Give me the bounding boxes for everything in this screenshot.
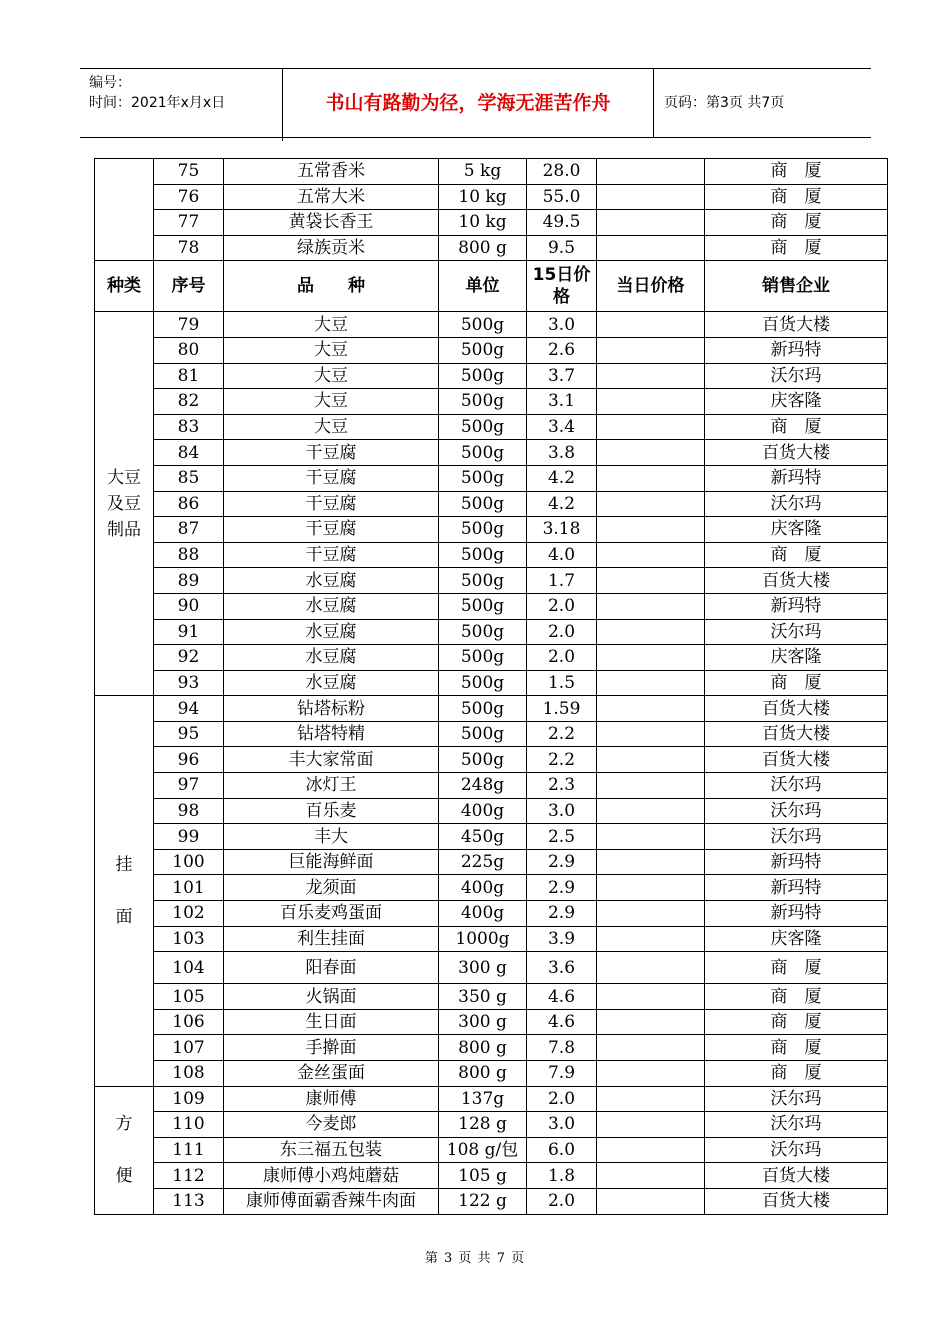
unit-cell: 300 g xyxy=(439,952,527,984)
unit-cell: 800 g xyxy=(439,1035,527,1061)
unit-cell: 500g xyxy=(439,670,527,696)
unit-cell: 500g xyxy=(439,645,527,671)
variety-cell: 干豆腐 xyxy=(224,517,439,543)
table-row xyxy=(95,645,888,671)
price-15-cell: 28.0 xyxy=(527,159,597,185)
table-row xyxy=(95,875,888,901)
company-cell: 沃尔玛 xyxy=(705,773,888,799)
price-15-cell: 4.6 xyxy=(527,1009,597,1035)
header-motto: 书山有路勤为径，学海无涯苦作舟 xyxy=(283,69,654,137)
unit-cell: 225g xyxy=(439,849,527,875)
unit-cell: 500g xyxy=(439,389,527,415)
company-cell: 商 厦 xyxy=(705,210,888,236)
variety-cell: 康师傅 xyxy=(224,1086,439,1112)
price-15-cell: 7.8 xyxy=(527,1035,597,1061)
price-table-body xyxy=(95,159,888,1215)
price-15-cell: 4.6 xyxy=(527,984,597,1010)
today-price-cell xyxy=(597,184,705,210)
company-cell: 沃尔玛 xyxy=(705,798,888,824)
company-cell: 沃尔玛 xyxy=(705,491,888,517)
table-row xyxy=(95,312,888,338)
variety-cell: 丰大家常面 xyxy=(224,747,439,773)
company-cell: 新玛特 xyxy=(705,849,888,875)
price-15-cell: 2.3 xyxy=(527,773,597,799)
today-price-cell xyxy=(597,619,705,645)
unit-cell: 400g xyxy=(439,901,527,927)
seq-cell: 111 xyxy=(154,1137,224,1163)
header-category: 种类 xyxy=(95,261,154,312)
today-price-cell xyxy=(597,414,705,440)
table-row xyxy=(95,235,888,261)
price-15-cell: 2.0 xyxy=(527,1086,597,1112)
price-15-cell: 3.0 xyxy=(527,312,597,338)
seq-cell: 76 xyxy=(154,184,224,210)
today-price-cell xyxy=(597,849,705,875)
company-cell: 商 厦 xyxy=(705,1061,888,1087)
variety-cell: 水豆腐 xyxy=(224,568,439,594)
seq-cell: 85 xyxy=(154,465,224,491)
price-15-cell: 3.0 xyxy=(527,1112,597,1138)
variety-cell: 丰大 xyxy=(224,824,439,850)
variety-cell: 百乐麦 xyxy=(224,798,439,824)
table-row xyxy=(95,901,888,927)
today-price-cell xyxy=(597,952,705,984)
variety-cell: 水豆腐 xyxy=(224,619,439,645)
table-row xyxy=(95,542,888,568)
seq-cell: 81 xyxy=(154,363,224,389)
price-15-cell: 1.5 xyxy=(527,670,597,696)
price-15-cell: 3.1 xyxy=(527,389,597,415)
seq-cell: 91 xyxy=(154,619,224,645)
company-cell: 百货大楼 xyxy=(705,440,888,466)
seq-cell: 84 xyxy=(154,440,224,466)
price-15-cell: 2.6 xyxy=(527,337,597,363)
variety-cell: 水豆腐 xyxy=(224,593,439,619)
unit-cell: 1000g xyxy=(439,926,527,952)
today-price-cell xyxy=(597,670,705,696)
seq-cell: 106 xyxy=(154,1009,224,1035)
unit-cell: 500g xyxy=(439,747,527,773)
header-seq: 序号 xyxy=(154,261,224,312)
document-time-label: 时间：2021年x月x日 xyxy=(89,95,226,111)
price-15-cell: 3.8 xyxy=(527,440,597,466)
header-variety: 品 种 xyxy=(224,261,439,312)
variety-cell: 干豆腐 xyxy=(224,465,439,491)
price-15-cell: 4.2 xyxy=(527,465,597,491)
price-15-cell: 55.0 xyxy=(527,184,597,210)
table-row xyxy=(95,184,888,210)
price-15-cell: 2.2 xyxy=(527,747,597,773)
price-15-cell: 3.0 xyxy=(527,798,597,824)
seq-cell: 104 xyxy=(154,952,224,984)
variety-cell: 水豆腐 xyxy=(224,645,439,671)
company-cell: 百货大楼 xyxy=(705,721,888,747)
price-15-cell: 2.0 xyxy=(527,593,597,619)
seq-cell: 108 xyxy=(154,1061,224,1087)
seq-cell: 87 xyxy=(154,517,224,543)
table-row xyxy=(95,1112,888,1138)
seq-cell: 78 xyxy=(154,235,224,261)
company-cell: 百货大楼 xyxy=(705,312,888,338)
today-price-cell xyxy=(597,747,705,773)
table-row xyxy=(95,1137,888,1163)
table-row xyxy=(95,984,888,1010)
company-cell: 沃尔玛 xyxy=(705,1086,888,1112)
today-price-cell xyxy=(597,645,705,671)
variety-cell: 大豆 xyxy=(224,389,439,415)
unit-cell: 500g xyxy=(439,414,527,440)
today-price-cell xyxy=(597,1035,705,1061)
unit-cell: 500g xyxy=(439,721,527,747)
table-row xyxy=(95,926,888,952)
table-row xyxy=(95,619,888,645)
company-cell: 沃尔玛 xyxy=(705,363,888,389)
variety-cell: 干豆腐 xyxy=(224,440,439,466)
price-15-cell: 3.6 xyxy=(527,952,597,984)
table-row xyxy=(95,721,888,747)
seq-cell: 83 xyxy=(154,414,224,440)
unit-cell: 105 g xyxy=(439,1163,527,1189)
variety-cell: 今麦郎 xyxy=(224,1112,439,1138)
unit-cell: 500g xyxy=(439,491,527,517)
price-15-cell: 2.9 xyxy=(527,875,597,901)
company-cell: 百货大楼 xyxy=(705,696,888,722)
seq-cell: 86 xyxy=(154,491,224,517)
today-price-cell xyxy=(597,1086,705,1112)
seq-cell: 92 xyxy=(154,645,224,671)
unit-cell: 122 g xyxy=(439,1188,527,1214)
seq-cell: 113 xyxy=(154,1188,224,1214)
today-price-cell xyxy=(597,1188,705,1214)
seq-cell: 112 xyxy=(154,1163,224,1189)
category-cell: 挂 面 xyxy=(95,696,154,1086)
table-row xyxy=(95,593,888,619)
company-cell: 新玛特 xyxy=(705,465,888,491)
seq-cell: 77 xyxy=(154,210,224,236)
header-price-15: 15日价格 xyxy=(527,261,597,312)
price-15-cell: 2.9 xyxy=(527,849,597,875)
table-row xyxy=(95,1009,888,1035)
unit-cell: 248g xyxy=(439,773,527,799)
seq-cell: 95 xyxy=(154,721,224,747)
variety-cell: 东三福五包装 xyxy=(224,1137,439,1163)
today-price-cell xyxy=(597,312,705,338)
seq-cell: 82 xyxy=(154,389,224,415)
company-cell: 商 厦 xyxy=(705,952,888,984)
header-today-price: 当日价格 xyxy=(597,261,705,312)
price-15-cell: 2.5 xyxy=(527,824,597,850)
unit-cell: 500g xyxy=(439,337,527,363)
company-cell: 商 厦 xyxy=(705,159,888,185)
company-cell: 商 厦 xyxy=(705,235,888,261)
price-15-cell: 1.7 xyxy=(527,568,597,594)
table-row xyxy=(95,696,888,722)
seq-cell: 98 xyxy=(154,798,224,824)
variety-cell: 百乐麦鸡蛋面 xyxy=(224,901,439,927)
unit-cell: 500g xyxy=(439,363,527,389)
company-cell: 新玛特 xyxy=(705,875,888,901)
today-price-cell xyxy=(597,875,705,901)
page-footer: 第 3 页 共 7 页 xyxy=(424,1251,526,1266)
price-15-cell: 1.8 xyxy=(527,1163,597,1189)
company-cell: 商 厦 xyxy=(705,984,888,1010)
unit-cell: 500g xyxy=(439,593,527,619)
today-price-cell xyxy=(597,984,705,1010)
price-15-cell: 7.9 xyxy=(527,1061,597,1087)
variety-cell: 冰灯王 xyxy=(224,773,439,799)
variety-cell: 利生挂面 xyxy=(224,926,439,952)
table-row xyxy=(95,1086,888,1112)
company-cell: 沃尔玛 xyxy=(705,619,888,645)
table-row xyxy=(95,465,888,491)
price-15-cell: 3.18 xyxy=(527,517,597,543)
seq-cell: 99 xyxy=(154,824,224,850)
price-15-cell: 9.5 xyxy=(527,235,597,261)
header-page-number: 页码：第3页 共7页 xyxy=(664,95,785,111)
unit-cell: 400g xyxy=(439,798,527,824)
price-15-cell: 49.5 xyxy=(527,210,597,236)
company-cell: 新玛特 xyxy=(705,337,888,363)
company-cell: 商 厦 xyxy=(705,542,888,568)
today-price-cell xyxy=(597,465,705,491)
page-header xyxy=(80,68,871,138)
price-15-cell: 2.0 xyxy=(527,619,597,645)
today-price-cell xyxy=(597,1137,705,1163)
variety-cell: 康师傅小鸡炖蘑菇 xyxy=(224,1163,439,1189)
today-price-cell xyxy=(597,696,705,722)
unit-cell: 500g xyxy=(439,619,527,645)
company-cell: 百货大楼 xyxy=(705,568,888,594)
variety-cell: 龙须面 xyxy=(224,875,439,901)
table-row xyxy=(95,1061,888,1087)
unit-cell: 500g xyxy=(439,696,527,722)
variety-cell: 巨能海鲜面 xyxy=(224,849,439,875)
variety-cell: 五常大米 xyxy=(224,184,439,210)
unit-cell: 300 g xyxy=(439,1009,527,1035)
table-row xyxy=(95,517,888,543)
price-15-cell: 4.2 xyxy=(527,491,597,517)
unit-cell: 350 g xyxy=(439,984,527,1010)
company-cell: 百货大楼 xyxy=(705,747,888,773)
company-cell: 商 厦 xyxy=(705,1009,888,1035)
seq-cell: 105 xyxy=(154,984,224,1010)
seq-cell: 97 xyxy=(154,773,224,799)
today-price-cell xyxy=(597,824,705,850)
today-price-cell xyxy=(597,721,705,747)
unit-cell: 800 g xyxy=(439,1061,527,1087)
price-15-cell: 4.0 xyxy=(527,542,597,568)
variety-cell: 干豆腐 xyxy=(224,542,439,568)
company-cell: 沃尔玛 xyxy=(705,1112,888,1138)
table-row xyxy=(95,414,888,440)
variety-cell: 钻塔标粉 xyxy=(224,696,439,722)
today-price-cell xyxy=(597,1061,705,1087)
company-cell: 新玛特 xyxy=(705,901,888,927)
today-price-cell xyxy=(597,1009,705,1035)
table-row xyxy=(95,849,888,875)
company-cell: 商 厦 xyxy=(705,1035,888,1061)
variety-cell: 五常香米 xyxy=(224,159,439,185)
today-price-cell xyxy=(597,926,705,952)
price-table xyxy=(94,158,888,1215)
variety-cell: 大豆 xyxy=(224,414,439,440)
price-15-cell: 2.0 xyxy=(527,645,597,671)
company-cell: 商 厦 xyxy=(705,184,888,210)
table-row xyxy=(95,440,888,466)
today-price-cell xyxy=(597,210,705,236)
header-unit: 单位 xyxy=(439,261,527,312)
table-row xyxy=(95,491,888,517)
today-price-cell xyxy=(597,542,705,568)
table-row xyxy=(95,568,888,594)
table-row xyxy=(95,363,888,389)
unit-cell: 500g xyxy=(439,517,527,543)
variety-cell: 生日面 xyxy=(224,1009,439,1035)
category-cell: 大豆 及豆 制品 xyxy=(95,312,154,696)
variety-cell: 金丝蛋面 xyxy=(224,1061,439,1087)
today-price-cell xyxy=(597,901,705,927)
today-price-cell xyxy=(597,1112,705,1138)
seq-cell: 75 xyxy=(154,159,224,185)
price-15-cell: 3.4 xyxy=(527,414,597,440)
unit-cell: 500g xyxy=(439,440,527,466)
variety-cell: 大豆 xyxy=(224,337,439,363)
today-price-cell xyxy=(597,235,705,261)
unit-cell: 10 kg xyxy=(439,184,527,210)
today-price-cell xyxy=(597,337,705,363)
price-15-cell: 2.0 xyxy=(527,1188,597,1214)
category-cell: 方 便 xyxy=(95,1086,154,1214)
today-price-cell xyxy=(597,798,705,824)
price-15-cell: 2.2 xyxy=(527,721,597,747)
today-price-cell xyxy=(597,517,705,543)
seq-cell: 79 xyxy=(154,312,224,338)
seq-cell: 96 xyxy=(154,747,224,773)
seq-cell: 103 xyxy=(154,926,224,952)
variety-cell: 火锅面 xyxy=(224,984,439,1010)
table-row xyxy=(95,389,888,415)
seq-cell: 110 xyxy=(154,1112,224,1138)
table-row xyxy=(95,1188,888,1214)
seq-cell: 102 xyxy=(154,901,224,927)
variety-cell: 黄袋长香王 xyxy=(224,210,439,236)
price-15-cell: 2.9 xyxy=(527,901,597,927)
variety-cell: 手擀面 xyxy=(224,1035,439,1061)
unit-cell: 500g xyxy=(439,568,527,594)
company-cell: 庆客隆 xyxy=(705,517,888,543)
seq-cell: 101 xyxy=(154,875,224,901)
today-price-cell xyxy=(597,363,705,389)
variety-cell: 阳春面 xyxy=(224,952,439,984)
unit-cell: 137g xyxy=(439,1086,527,1112)
seq-cell: 94 xyxy=(154,696,224,722)
unit-cell: 108 g/包 xyxy=(439,1137,527,1163)
unit-cell: 450g xyxy=(439,824,527,850)
table-header-row xyxy=(95,261,888,312)
today-price-cell xyxy=(597,568,705,594)
today-price-cell xyxy=(597,389,705,415)
table-row xyxy=(95,952,888,984)
unit-cell: 500g xyxy=(439,312,527,338)
company-cell: 庆客隆 xyxy=(705,926,888,952)
company-cell: 商 厦 xyxy=(705,414,888,440)
table-row xyxy=(95,159,888,185)
seq-cell: 90 xyxy=(154,593,224,619)
unit-cell: 500g xyxy=(439,465,527,491)
price-15-cell: 1.59 xyxy=(527,696,597,722)
today-price-cell xyxy=(597,440,705,466)
company-cell: 百货大楼 xyxy=(705,1188,888,1214)
price-15-cell: 3.9 xyxy=(527,926,597,952)
company-cell: 沃尔玛 xyxy=(705,824,888,850)
variety-cell: 钻塔特精 xyxy=(224,721,439,747)
table-row xyxy=(95,337,888,363)
header-company: 销售企业 xyxy=(705,261,888,312)
unit-cell: 500g xyxy=(439,542,527,568)
price-15-cell: 6.0 xyxy=(527,1137,597,1163)
category-cell xyxy=(95,159,154,261)
price-15-cell: 3.7 xyxy=(527,363,597,389)
unit-cell: 10 kg xyxy=(439,210,527,236)
table-row xyxy=(95,1163,888,1189)
unit-cell: 800 g xyxy=(439,235,527,261)
variety-cell: 大豆 xyxy=(224,363,439,389)
variety-cell: 大豆 xyxy=(224,312,439,338)
table-row xyxy=(95,747,888,773)
seq-cell: 88 xyxy=(154,542,224,568)
seq-cell: 100 xyxy=(154,849,224,875)
today-price-cell xyxy=(597,159,705,185)
company-cell: 商 厦 xyxy=(705,670,888,696)
variety-cell: 绿族贡米 xyxy=(224,235,439,261)
document-number-label: 编号： xyxy=(89,75,131,91)
seq-cell: 80 xyxy=(154,337,224,363)
today-price-cell xyxy=(597,1163,705,1189)
company-cell: 庆客隆 xyxy=(705,645,888,671)
variety-cell: 康师傅面霸香辣牛肉面 xyxy=(224,1188,439,1214)
unit-cell: 5 kg xyxy=(439,159,527,185)
table-row xyxy=(95,210,888,236)
variety-cell: 干豆腐 xyxy=(224,491,439,517)
today-price-cell xyxy=(597,491,705,517)
seq-cell: 89 xyxy=(154,568,224,594)
unit-cell: 400g xyxy=(439,875,527,901)
seq-cell: 93 xyxy=(154,670,224,696)
header-meta xyxy=(80,69,283,141)
company-cell: 庆客隆 xyxy=(705,389,888,415)
today-price-cell xyxy=(597,593,705,619)
unit-cell: 128 g xyxy=(439,1112,527,1138)
table-row xyxy=(95,1035,888,1061)
today-price-cell xyxy=(597,773,705,799)
table-row xyxy=(95,824,888,850)
table-row xyxy=(95,798,888,824)
company-cell: 新玛特 xyxy=(705,593,888,619)
seq-cell: 107 xyxy=(154,1035,224,1061)
company-cell: 沃尔玛 xyxy=(705,1137,888,1163)
seq-cell: 109 xyxy=(154,1086,224,1112)
variety-cell: 水豆腐 xyxy=(224,670,439,696)
table-row xyxy=(95,773,888,799)
company-cell: 百货大楼 xyxy=(705,1163,888,1189)
table-row xyxy=(95,670,888,696)
